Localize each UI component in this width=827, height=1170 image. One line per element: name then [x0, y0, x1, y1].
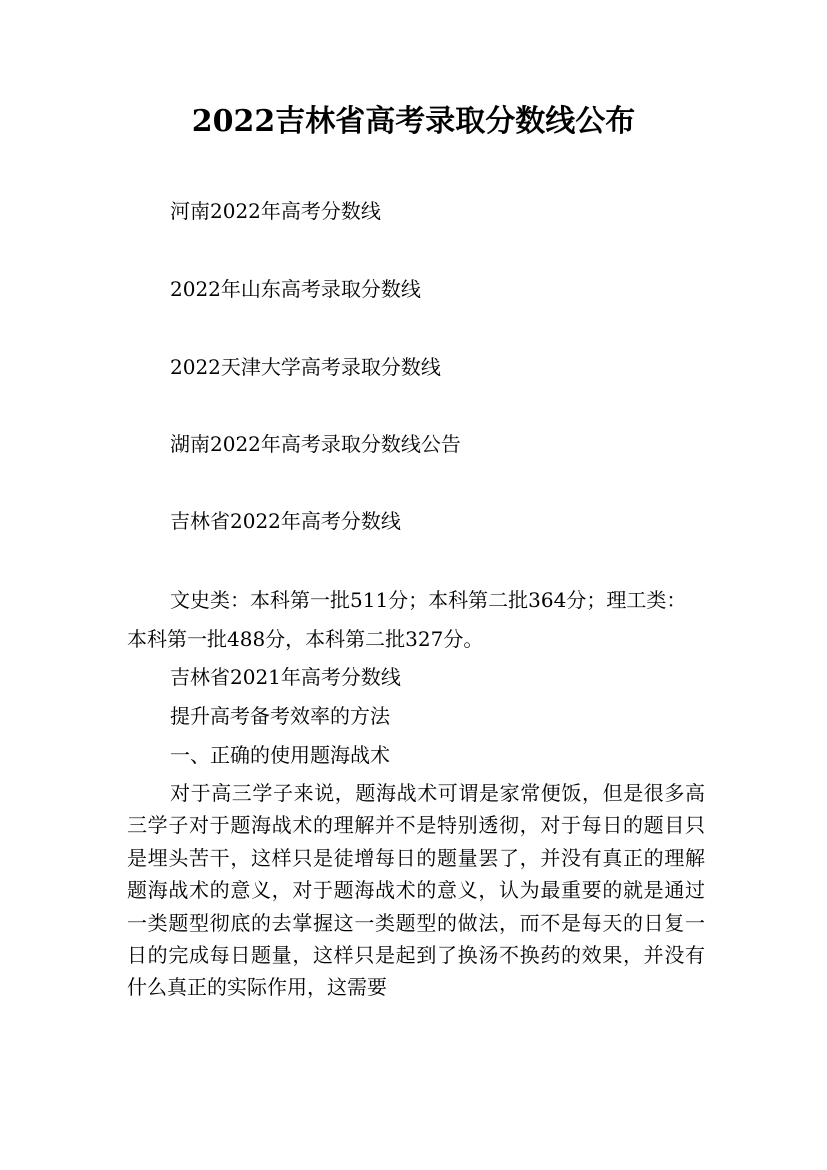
related-link-jilin[interactable]: 吉林省2022年高考分数线 — [170, 509, 401, 533]
subheading-point-one: 一、正确的使用题海战术 — [170, 743, 390, 767]
document-title: 2022吉林省高考录取分数线公布 — [191, 104, 636, 139]
related-link-tianjin[interactable]: 2022天津大学高考录取分数线 — [170, 355, 441, 379]
subheading-jilin-2021: 吉林省2021年高考分数线 — [170, 665, 401, 689]
body-paragraph: 对于高三学子来说，题海战术可谓是家常便饭，但是很多高三学子对于题海战术的理解并不是特别透彻，对于每日的题目只是埋头苦干，这样只是徒增每日的题量罢了，并没有真正的理解题海战术的意义，对于题海战术的意义，认为最重要的就是通过一类题型彻底的去掌握这一类题型的做法，而不是每天的日复一日的完成每日题量，这样只是起到了换汤不换药的效果，并没有什么真正的实际作用，这需要 — [127, 781, 705, 1000]
related-link-hunan[interactable]: 湖南2022年高考录取分数线公告 — [170, 432, 461, 456]
score-line-1: 文史类：本科第一批511分；本科第二批364分；理工类： — [170, 588, 687, 612]
subheading-methods: 提升高考备考效率的方法 — [170, 704, 390, 728]
score-line-2: 本科第一批488分，本科第二批327分。 — [127, 627, 484, 651]
related-link-henan[interactable]: 河南2022年高考分数线 — [170, 199, 381, 223]
related-link-shandong[interactable]: 2022年山东高考录取分数线 — [170, 277, 421, 301]
